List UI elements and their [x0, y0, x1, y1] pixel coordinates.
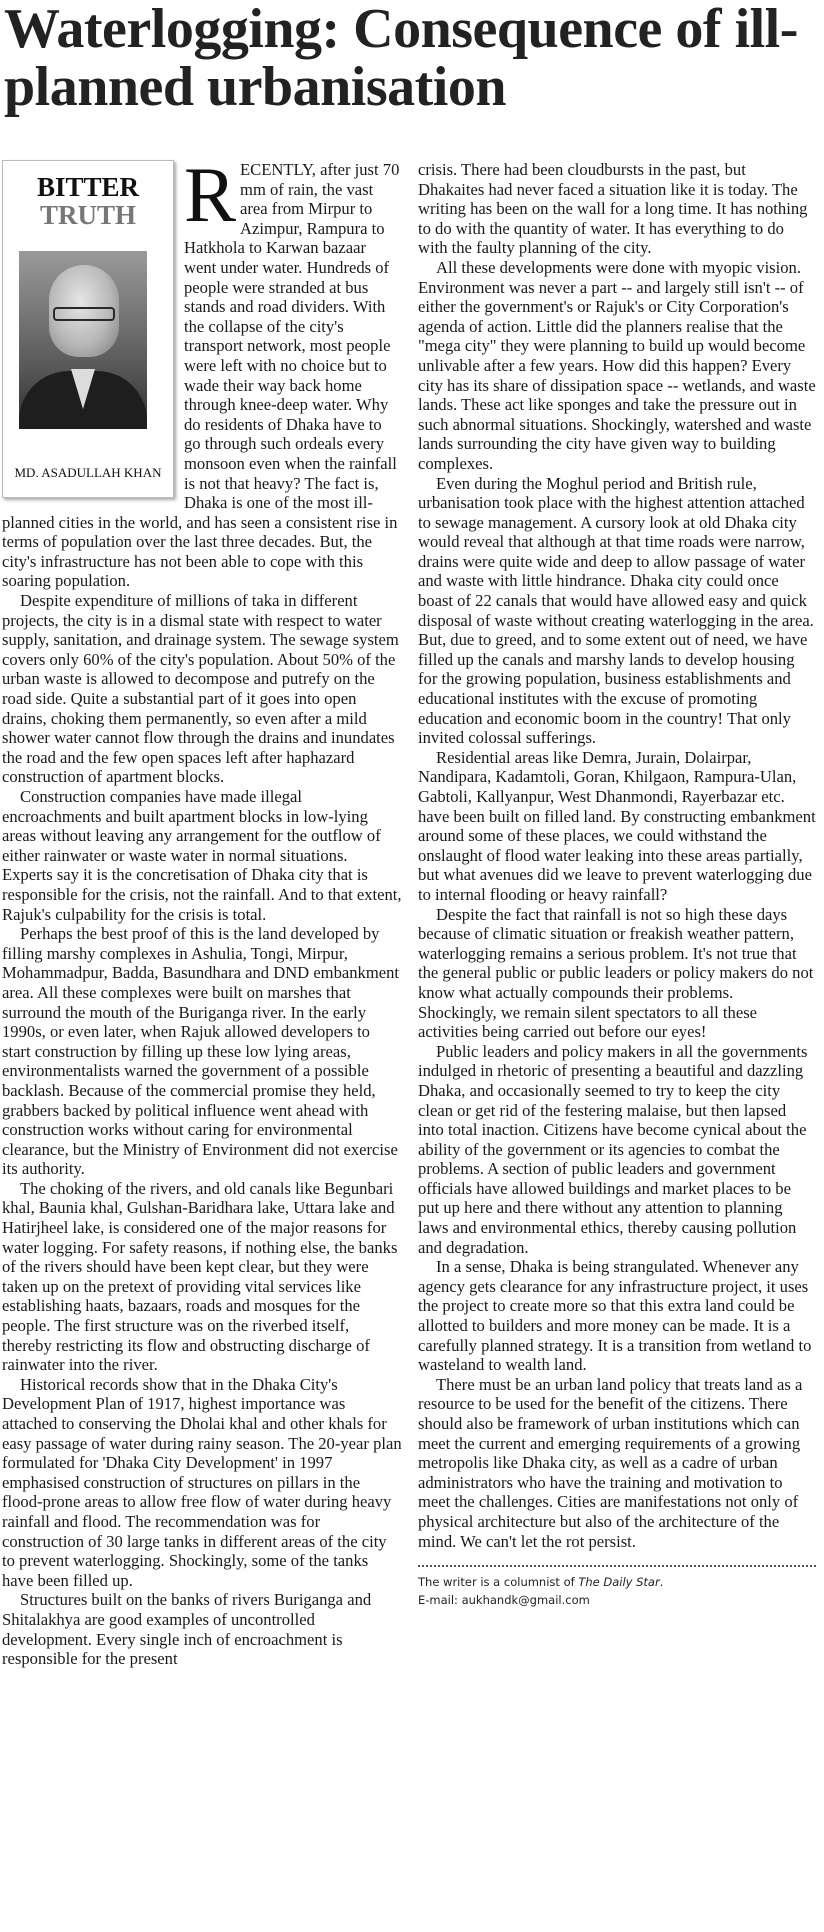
paragraph: Despite expenditure of millions of taka in different projects, the city is in a dismal state with respect to water supply, sanitation, and drainage system. The sewage system covers only 60% of the city's population. About 50% of the urban waste is allowed to decompose and putrefy on the road side. Quite a substantial part of it goes into open drains, choking them permanently, so even after a mild shower water cannot flow through the drains and inundates the road and the few open spaces left after haphazard construction of apartment blocks.: [2, 591, 399, 787]
paragraph: crisis. There had been cloudbursts in the past, but Dhakaites had never faced a situation like it is today. The writing has been on the wall for a long time. It has nothing to do with the quantity of water. It has everything to do with the faulty planning of the city.: [418, 160, 808, 258]
column-badge: [2, 160, 174, 498]
paragraph: Despite the fact that rainfall is not so high these days because of climatic situation or freakish weather pattern, waterlogging remains a serious problem. It's not true that the general public or public leaders or policy makers do not know what actually compounds their problems. Shockingly, we remain silent spectators to all these activities being carried out before our eyes!: [418, 904, 814, 1042]
writer-note-prefix: The writer is a columnist of: [418, 1575, 579, 1590]
paragraph: Even during the Moghul period and British rule, urbanisation took place with the highest attention attached to sewage management. A cursory look at old Dhaka city would reveal that although at that time roads were narrow, drains were quite wide and deep to allow passage of water and waste with little hindrance. Dhaka city could once boast of 22 canals that would have allowed easy and quick disposal of waste without creating waterlogging in the area. But, due to greed, and to some extent out of need, we have filled up the canals and marshy lands to develop housing for the growing population, business establishments and educational institutes with the excuse of promoting education and economic boom in the country! That only invited colossal sufferings.: [418, 473, 814, 748]
article-column-right: [418, 160, 816, 1609]
paragraph: All these developments were done with myopic vision. Environment was never a part -- and largely still isn't -- of either the government's or Rajuk's or City Corporation's agenda of action. Little did the planners realise that the "mega city" they were planning to build up would become unlivable after a few years. How did this happen? Every city has its share of dissipation space -- wetlands, and waste lands. These act like sponges and take the pressure out in such abnormal situations. Shockingly, watershed and waste lands surrounding the city have given way to building complexes.: [418, 257, 816, 473]
paragraph: There must be an urban land policy that treats land as a resource to be used for the benefit of the citizens. There should also be framework of urban institutions which can meet the current and emerging requirements of a growing metropolis like Dhaka city, as well as a cadre of urban administrators who have the training and motivation to meet the challenges. Cities are manifestations not only of physical architecture but also of the architecture of the mind. We can't let the rot persist.: [418, 1374, 803, 1551]
column-label-line1: BITTER: [36, 172, 140, 202]
drop-cap: R: [184, 151, 237, 238]
divider: [418, 1565, 816, 1567]
article-column-left: [2, 151, 402, 1669]
paragraph: Historical records show that in the Dhaka City's Development Plan of 1917, highest importance was attached to conserving the Dholai khal and other khals for easy passage of water during rainy season. The 20-year plan formulated for 'Dhaka City Development' in 1997 emphasised construction of structures on pillars in the flood-prone areas to allow free flow of water during heavy rainfall and flood. The recommendation was for construction of 30 large tanks in different areas of the city to prevent waterlogging. Shockingly, some of the tanks have been filled up.: [2, 1374, 402, 1590]
headline: Waterlogging: Consequence of ill-planned urbanisation: [4, 0, 798, 118]
writer-note-suffix: .: [659, 1575, 664, 1590]
paragraph: In a sense, Dhaka is being strangulated. Whenever any agency gets clearance for any infrastructure project, it uses the project to create more so that this extra land could be allotted to builders and more money can be made. It is a carefully planned strategy. It is a transition from wetland to wasteland to wealth land.: [418, 1257, 812, 1375]
paragraph: Structures built on the banks of rivers Buriganga and Shitalakhya are good examples of uncontrolled development. Every single inch of encroachment is responsible for the present: [2, 1590, 372, 1669]
writer-note: [418, 1573, 816, 1591]
author-email[interactable]: E-mail: aukhandk@gmail.com: [418, 1593, 590, 1608]
author-photo-icon: [19, 251, 147, 429]
column-label-line2: TRUTH: [39, 200, 137, 230]
paragraph: Residential areas like Demra, Jurain, Dolairpar, Nandipara, Kadamtoli, Goran, Khilgaon, Rampura-Ulan, Gabtoli, Kallyanpur, West Dhanmondi, Rayerbazar etc. have been built on filled land. By constructing embankment around some of these places, we could withstand the onslaught of flood water leaking into these areas partially, but what avenues did we leave to prevent waterlogging due to internal flooding or heavy rainfall?: [418, 747, 816, 904]
author-byline: MD. ASADULLAH KHAN: [14, 465, 162, 481]
paragraph: ECENTLY, after just 70 mm of rain, the vast area from Mirpur to Azimpur, Rampura to Hatkhola to Karwan bazaar went under water. Hundreds of people were stranded at bus stands and road dividers. With the collapse of the city's transport network, most people were left with no choice but to wade their way back home through knee-deep water. Why do residents of Dhaka have to go through such ordeals every monsoon even when the rainfall is not that heavy? The fact is, Dhaka is one of the most ill-planned cities in the world, and has seen a consistent rise in terms of population over the last three decades. But, the city's infrastructure has not been able to cope with this soaring population.: [2, 160, 400, 591]
paragraph: Public leaders and policy makers in all the governments indulged in rhetoric of presenting a beautiful and dazzling Dhaka, and occasionally seemed to try to keep the city clean or get rid of the festering malaise, but then lapsed into total inaction. Citizens have become cynical about the ability of the government or its agencies to combat the problems. A section of public leaders and government officials have allowed buildings and market places to be put up here and there without any attention to planning laws and environmental ethics, thereby causing pollution and degradation.: [418, 1041, 808, 1257]
publication-name: The Daily Star: [578, 1575, 660, 1590]
paragraph: Construction companies have made illegal encroachments and built apartment blocks in low-lying areas without leaving any arrangement for the outflow of either rainwater or waste water in normal situations. Experts say it is the concretisation of Dhaka city that is responsible for the crisis, not the rainfall. And to that extent, Rajuk's culpability for the crisis is total.: [2, 787, 402, 924]
paragraph: Perhaps the best proof of this is the land developed by filling marshy complexes in Ashulia, Tongi, Mirpur, Mohammadpur, Badda, Basundhara and DND embankment area. All these complexes were built on marshes that surround the mouth of the Buriganga river. In the early 1990s, or even later, when Rajuk allowed developers to start construction by filling up these low lying areas, environmentalists warned the government of a possible backlash. Because of the commercial promise they held, grabbers backed by political influence went ahead with construction works without caring for environmental clearance, but the Ministry of Environment did not exercise its authority.: [2, 924, 400, 1179]
paragraph: The choking of the rivers, and old canals like Begunbari khal, Baunia khal, Gulshan-Baridhara lake, Uttara lake and Hatirjheel lake, is considered one of the major reasons for water logging. For safety reasons, if nothing else, the banks of the rivers should have been kept clear, but they were taken up on the pretext of providing vital services like establishing haats, bazaars, roads and mosques for the people. The first structure was on the riverbed itself, thereby restricting its flow and obstructing discharge of rainwater into the river.: [2, 1178, 398, 1375]
